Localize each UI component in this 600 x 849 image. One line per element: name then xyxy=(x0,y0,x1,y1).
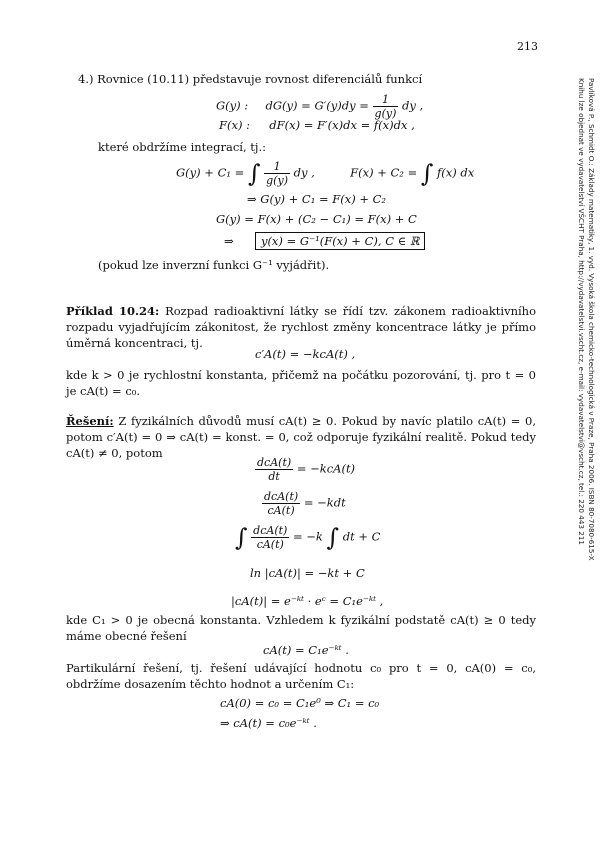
eq1-label: G(y) : xyxy=(216,98,249,113)
eq2-body: dF(x) = F′(x)dx = f(x)dx , xyxy=(269,118,415,132)
int-right-tail: f(x) dx xyxy=(437,165,475,180)
int-fraction xyxy=(264,160,290,187)
e2-den: cA(t) xyxy=(267,504,295,517)
e2-rhs: = −kdt xyxy=(303,495,346,510)
result-box: y(x) = G⁻¹(F(x) + C), C ∈ ℝ xyxy=(255,232,425,250)
solution-text2: kde C₁ > 0 je obecná konstanta. Vzhledem k fyzikální podstatě cA(t) ≥ 0 tedy máme obecné řešení xyxy=(66,613,536,643)
eq1-den: g(y) xyxy=(374,107,397,120)
int-left: G(y) + C₁ = xyxy=(176,165,245,180)
int-mid: dy , xyxy=(293,165,315,180)
solution-text3: Partikulární řešení, tj. řešení udávající hodnotu c₀ pro t = 0, cA(0) = c₀, obdržíme dosazením těchto hodnot a určením C₁: xyxy=(66,661,536,691)
integral-sign-icon: ∫ xyxy=(326,523,340,552)
solution-eq2 xyxy=(262,490,346,517)
example-label: Příklad 10.24: xyxy=(66,304,160,318)
eq1-num: 1 xyxy=(373,93,399,107)
item4-eq1 xyxy=(216,93,423,120)
sidebar-line-2: Knihu lze objednat ve vydavatelství VŠCHT Praha, http://vydavatelstvi.vscht.cz, e-mail: vydavatelstvi@vscht.cz, tel.: 220 443 211 xyxy=(577,78,587,545)
example-eq: c′A(t) = −kcA(t) , xyxy=(255,347,356,361)
solution-text: Z fyzikálních důvodů musí cA(t) ≥ 0. Pokud by navíc platilo cA(t) = 0, potom c′A(t) = 0 ⇒ cA(t) = konst. = 0, což odporuje fyzikální realitě. Pokud tedy cA(t) ≠ 0, potom xyxy=(66,414,537,460)
solution-eq3 xyxy=(235,524,380,551)
e3-num: dcA(t) xyxy=(253,524,288,537)
example-text2: kde k > 0 je rychlostní konstanta, přičemž na počátku pozorování, tj. pro t = 0 je cA(t) = c₀. xyxy=(66,368,536,398)
eq1-body: dG(y) = G′(y)dy = xyxy=(265,98,369,113)
e3-rhs: dt + C xyxy=(342,529,381,544)
item4-step3 xyxy=(224,234,425,248)
e3-fraction xyxy=(251,524,289,551)
solution-eq4: ln |cA(t)| = −kt + C xyxy=(250,566,365,580)
e3-den: cA(t) xyxy=(256,538,284,551)
int-num: 1 xyxy=(264,160,290,174)
eq2-label: F(x) : xyxy=(219,118,250,132)
e1-num: dcA(t) xyxy=(257,456,292,469)
int-right: F(x) + C₂ = xyxy=(350,165,418,180)
example-text: Rozpad radioaktivní látky se řídí tzv. zákonem radioaktivního rozpadu vyjadřujícím zákonitost, že rychlost změny koncentrace látky je přímo úměrná koncentraci, tj. xyxy=(66,304,536,350)
e1-rhs: = −kcA(t) xyxy=(296,461,356,476)
step3-arrow: ⇒ xyxy=(224,234,234,248)
example-paragraph xyxy=(66,303,536,351)
item4-note: (pokud lze inverzní funkci G⁻¹ vyjádřit). xyxy=(98,258,330,272)
item4-step1: ⇒ G(y) + C₁ = F(x) + C₂ xyxy=(247,192,387,206)
integral-sign-icon: ∫ xyxy=(420,159,434,188)
solution-eq7: cA(0) = c₀ = C₁e⁰ ⇒ C₁ = c₀ xyxy=(220,696,380,710)
solution-eq1 xyxy=(255,456,355,483)
solution-eq8: ⇒ cA(t) = c₀e⁻ᵏᵗ . xyxy=(220,716,317,730)
item4-after: které obdržíme integrací, tj.: xyxy=(98,140,266,154)
item4-intro: 4.) Rovnice (10.11) představuje rovnost diferenciálů funkcí xyxy=(78,72,423,86)
eq1-fraction xyxy=(373,93,399,120)
e1-fraction xyxy=(255,456,293,483)
int-den: g(y) xyxy=(266,174,288,187)
integral-sign-icon: ∫ xyxy=(247,159,261,188)
e1-den: dt xyxy=(268,470,280,483)
e2-num: dcA(t) xyxy=(264,490,299,503)
integral-sign-icon: ∫ xyxy=(235,523,248,552)
e3-mid: = −k xyxy=(292,529,323,544)
page-number: 213 xyxy=(517,40,538,53)
item4-eq2 xyxy=(219,118,415,132)
item4-step2: G(y) = F(x) + (C₂ − C₁) = F(x) + C xyxy=(216,212,417,226)
sidebar-citation xyxy=(577,78,596,561)
solution-eq6: cA(t) = C₁e⁻ᵏᵗ . xyxy=(263,643,349,657)
e2-fraction xyxy=(262,490,300,517)
solution-paragraph xyxy=(66,413,536,461)
eq1-tail: dy , xyxy=(402,98,424,113)
item4-integrals xyxy=(176,160,474,187)
sidebar-line-1: Pavlíková P., Schmidt O.: Základy matematiky, 1. vyd. Vysoká škola chemicko-technologická v Praze, Praha 2006. ISBN 80-7080-615-X xyxy=(587,78,596,561)
solution-label: Řešení: xyxy=(66,414,114,428)
solution-eq5: |cA(t)| = e⁻ᵏᵗ · eᶜ = C₁e⁻ᵏᵗ , xyxy=(231,594,384,608)
